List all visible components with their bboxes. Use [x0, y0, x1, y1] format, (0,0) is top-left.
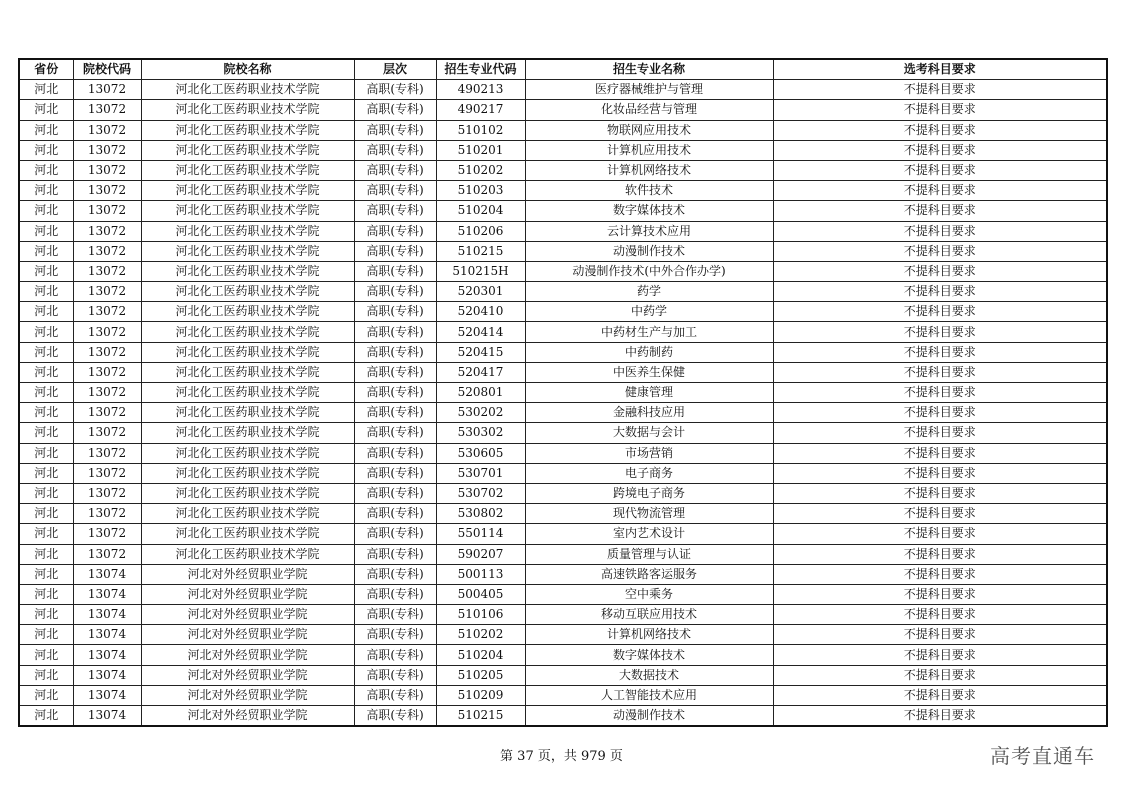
school-name-cell: 河北对外经贸职业学院: [141, 706, 354, 727]
table-row: [19, 282, 1107, 302]
major-code-cell: 520414: [436, 322, 525, 342]
school-name-cell: 河北对外经贸职业学院: [141, 645, 354, 665]
school-code-cell: 13072: [73, 160, 141, 180]
subject-requirement-cell: 不提科目要求: [773, 342, 1107, 362]
subject-requirement-cell: 不提科目要求: [773, 80, 1107, 100]
table-row: [19, 322, 1107, 342]
school-name-cell: 河北化工医药职业技术学院: [141, 483, 354, 503]
table-row: [19, 625, 1107, 645]
major-code-cell: 500113: [436, 564, 525, 584]
school-name-cell: 河北对外经贸职业学院: [141, 584, 354, 604]
subject-requirement-cell: 不提科目要求: [773, 403, 1107, 423]
header-school-name: 院校名称: [141, 59, 354, 80]
major-name-cell: 中药学: [525, 302, 773, 322]
school-name-cell: 河北化工医药职业技术学院: [141, 524, 354, 544]
school-name-cell: 河北化工医药职业技术学院: [141, 241, 354, 261]
major-code-cell: 530202: [436, 403, 525, 423]
level-cell: 高职(专科): [354, 362, 436, 382]
major-code-cell: 510203: [436, 181, 525, 201]
school-name-cell: 河北化工医药职业技术学院: [141, 383, 354, 403]
school-code-cell: 13074: [73, 665, 141, 685]
school-code-cell: 13072: [73, 403, 141, 423]
school-code-cell: 13072: [73, 302, 141, 322]
subject-requirement-cell: 不提科目要求: [773, 261, 1107, 281]
watermark: 高考直通车: [990, 744, 1095, 768]
school-code-cell: 13074: [73, 605, 141, 625]
major-name-cell: 质量管理与认证: [525, 544, 773, 564]
school-code-cell: 13072: [73, 261, 141, 281]
table-row: [19, 483, 1107, 503]
table-row: [19, 685, 1107, 705]
school-name-cell: 河北对外经贸职业学院: [141, 625, 354, 645]
major-code-cell: 530802: [436, 504, 525, 524]
subject-requirement-cell: 不提科目要求: [773, 241, 1107, 261]
province-cell: 河北: [19, 383, 73, 403]
header-province: 省份: [19, 59, 73, 80]
level-cell: 高职(专科): [354, 483, 436, 503]
subject-requirement-cell: 不提科目要求: [773, 221, 1107, 241]
level-cell: 高职(专科): [354, 584, 436, 604]
header-level: 层次: [354, 59, 436, 80]
major-code-cell: 550114: [436, 524, 525, 544]
table-row: [19, 140, 1107, 160]
major-name-cell: 中药材生产与加工: [525, 322, 773, 342]
subject-requirement-cell: 不提科目要求: [773, 322, 1107, 342]
table-row: [19, 100, 1107, 120]
level-cell: 高职(专科): [354, 302, 436, 322]
table-row: [19, 160, 1107, 180]
subject-requirement-cell: 不提科目要求: [773, 160, 1107, 180]
province-cell: 河北: [19, 302, 73, 322]
table-row: [19, 463, 1107, 483]
major-code-cell: 520415: [436, 342, 525, 362]
province-cell: 河北: [19, 423, 73, 443]
major-name-cell: 物联网应用技术: [525, 120, 773, 140]
school-code-cell: 13072: [73, 201, 141, 221]
major-code-cell: 490217: [436, 100, 525, 120]
header-major-code: 招生专业代码: [436, 59, 525, 80]
subject-requirement-cell: 不提科目要求: [773, 685, 1107, 705]
level-cell: 高职(专科): [354, 282, 436, 302]
province-cell: 河北: [19, 201, 73, 221]
major-name-cell: 中药制药: [525, 342, 773, 362]
province-cell: 河北: [19, 80, 73, 100]
level-cell: 高职(专科): [354, 605, 436, 625]
level-cell: 高职(专科): [354, 524, 436, 544]
major-code-cell: 510215: [436, 241, 525, 261]
school-code-cell: 13072: [73, 423, 141, 443]
subject-requirement-cell: 不提科目要求: [773, 201, 1107, 221]
table-row: [19, 120, 1107, 140]
subject-requirement-cell: 不提科目要求: [773, 383, 1107, 403]
table-row: [19, 403, 1107, 423]
table-row: [19, 261, 1107, 281]
school-code-cell: 13072: [73, 342, 141, 362]
major-name-cell: 医疗器械维护与管理: [525, 80, 773, 100]
province-cell: 河北: [19, 241, 73, 261]
level-cell: 高职(专科): [354, 645, 436, 665]
subject-requirement-cell: 不提科目要求: [773, 302, 1107, 322]
province-cell: 河北: [19, 584, 73, 604]
level-cell: 高职(专科): [354, 241, 436, 261]
major-code-cell: 510201: [436, 140, 525, 160]
subject-requirement-cell: 不提科目要求: [773, 605, 1107, 625]
level-cell: 高职(专科): [354, 181, 436, 201]
admissions-table: [18, 58, 1108, 727]
major-name-cell: 药学: [525, 282, 773, 302]
school-code-cell: 13072: [73, 544, 141, 564]
province-cell: 河北: [19, 282, 73, 302]
table-row: [19, 241, 1107, 261]
major-name-cell: 跨境电子商务: [525, 483, 773, 503]
major-name-cell: 人工智能技术应用: [525, 685, 773, 705]
school-name-cell: 河北化工医药职业技术学院: [141, 140, 354, 160]
subject-requirement-cell: 不提科目要求: [773, 181, 1107, 201]
major-name-cell: 大数据与会计: [525, 423, 773, 443]
subject-requirement-cell: 不提科目要求: [773, 463, 1107, 483]
province-cell: 河北: [19, 706, 73, 727]
major-code-cell: 510202: [436, 160, 525, 180]
table-row: [19, 362, 1107, 382]
major-code-cell: 510204: [436, 645, 525, 665]
level-cell: 高职(专科): [354, 443, 436, 463]
school-code-cell: 13074: [73, 625, 141, 645]
major-name-cell: 金融科技应用: [525, 403, 773, 423]
province-cell: 河北: [19, 564, 73, 584]
level-cell: 高职(专科): [354, 160, 436, 180]
school-code-cell: 13072: [73, 120, 141, 140]
table-row: [19, 524, 1107, 544]
major-code-cell: 490213: [436, 80, 525, 100]
school-name-cell: 河北化工医药职业技术学院: [141, 403, 354, 423]
subject-requirement-cell: 不提科目要求: [773, 140, 1107, 160]
school-name-cell: 河北化工医药职业技术学院: [141, 463, 354, 483]
table-row: [19, 383, 1107, 403]
province-cell: 河北: [19, 625, 73, 645]
province-cell: 河北: [19, 342, 73, 362]
major-code-cell: 510102: [436, 120, 525, 140]
school-name-cell: 河北化工医药职业技术学院: [141, 282, 354, 302]
major-code-cell: 520801: [436, 383, 525, 403]
province-cell: 河北: [19, 544, 73, 564]
school-code-cell: 13072: [73, 443, 141, 463]
subject-requirement-cell: 不提科目要求: [773, 524, 1107, 544]
province-cell: 河北: [19, 463, 73, 483]
school-name-cell: 河北化工医药职业技术学院: [141, 342, 354, 362]
province-cell: 河北: [19, 100, 73, 120]
major-name-cell: 软件技术: [525, 181, 773, 201]
major-name-cell: 计算机网络技术: [525, 160, 773, 180]
major-name-cell: 空中乘务: [525, 584, 773, 604]
major-name-cell: 移动互联应用技术: [525, 605, 773, 625]
province-cell: 河北: [19, 483, 73, 503]
province-cell: 河北: [19, 140, 73, 160]
subject-requirement-cell: 不提科目要求: [773, 665, 1107, 685]
province-cell: 河北: [19, 261, 73, 281]
table-row: [19, 201, 1107, 221]
table-row: [19, 423, 1107, 443]
province-cell: 河北: [19, 605, 73, 625]
province-cell: 河北: [19, 221, 73, 241]
school-name-cell: 河北对外经贸职业学院: [141, 665, 354, 685]
school-code-cell: 13074: [73, 564, 141, 584]
school-code-cell: 13074: [73, 685, 141, 705]
province-cell: 河北: [19, 685, 73, 705]
school-name-cell: 河北化工医药职业技术学院: [141, 322, 354, 342]
subject-requirement-cell: 不提科目要求: [773, 544, 1107, 564]
level-cell: 高职(专科): [354, 201, 436, 221]
school-name-cell: 河北化工医药职业技术学院: [141, 504, 354, 524]
province-cell: 河北: [19, 120, 73, 140]
major-name-cell: 市场营销: [525, 443, 773, 463]
school-name-cell: 河北化工医药职业技术学院: [141, 423, 354, 443]
level-cell: 高职(专科): [354, 625, 436, 645]
major-code-cell: 590207: [436, 544, 525, 564]
table-row: [19, 342, 1107, 362]
header-school-code: 院校代码: [73, 59, 141, 80]
school-code-cell: 13072: [73, 524, 141, 544]
subject-requirement-cell: 不提科目要求: [773, 100, 1107, 120]
major-code-cell: 510215: [436, 706, 525, 727]
province-cell: 河北: [19, 524, 73, 544]
level-cell: 高职(专科): [354, 221, 436, 241]
school-name-cell: 河北化工医药职业技术学院: [141, 201, 354, 221]
major-name-cell: 云计算技术应用: [525, 221, 773, 241]
province-cell: 河北: [19, 645, 73, 665]
level-cell: 高职(专科): [354, 685, 436, 705]
school-name-cell: 河北化工医药职业技术学院: [141, 181, 354, 201]
major-name-cell: 计算机网络技术: [525, 625, 773, 645]
subject-requirement-cell: 不提科目要求: [773, 120, 1107, 140]
header-subject-requirement: 选考科目要求: [773, 59, 1107, 80]
level-cell: 高职(专科): [354, 544, 436, 564]
table-row: [19, 706, 1107, 727]
level-cell: 高职(专科): [354, 140, 436, 160]
school-name-cell: 河北对外经贸职业学院: [141, 564, 354, 584]
major-name-cell: 室内艺术设计: [525, 524, 773, 544]
major-code-cell: 520301: [436, 282, 525, 302]
subject-requirement-cell: 不提科目要求: [773, 282, 1107, 302]
school-name-cell: 河北化工医药职业技术学院: [141, 544, 354, 564]
table-row: [19, 665, 1107, 685]
school-code-cell: 13072: [73, 241, 141, 261]
header-major-name: 招生专业名称: [525, 59, 773, 80]
level-cell: 高职(专科): [354, 665, 436, 685]
school-name-cell: 河北对外经贸职业学院: [141, 685, 354, 705]
province-cell: 河北: [19, 160, 73, 180]
major-code-cell: 510215H: [436, 261, 525, 281]
major-code-cell: 510106: [436, 605, 525, 625]
table-row: [19, 544, 1107, 564]
school-name-cell: 河北化工医药职业技术学院: [141, 362, 354, 382]
school-code-cell: 13072: [73, 504, 141, 524]
major-name-cell: 中医养生保健: [525, 362, 773, 382]
major-name-cell: 高速铁路客运服务: [525, 564, 773, 584]
major-name-cell: 数字媒体技术: [525, 201, 773, 221]
subject-requirement-cell: 不提科目要求: [773, 625, 1107, 645]
school-name-cell: 河北对外经贸职业学院: [141, 605, 354, 625]
province-cell: 河北: [19, 665, 73, 685]
major-code-cell: 530701: [436, 463, 525, 483]
level-cell: 高职(专科): [354, 342, 436, 362]
school-name-cell: 河北化工医药职业技术学院: [141, 100, 354, 120]
table-row: [19, 645, 1107, 665]
major-name-cell: 数字媒体技术: [525, 645, 773, 665]
major-name-cell: 电子商务: [525, 463, 773, 483]
table-row: [19, 302, 1107, 322]
school-code-cell: 13074: [73, 645, 141, 665]
table-row: [19, 504, 1107, 524]
subject-requirement-cell: 不提科目要求: [773, 362, 1107, 382]
level-cell: 高职(专科): [354, 423, 436, 443]
major-name-cell: 现代物流管理: [525, 504, 773, 524]
table-row: [19, 584, 1107, 604]
school-name-cell: 河北化工医药职业技术学院: [141, 120, 354, 140]
level-cell: 高职(专科): [354, 564, 436, 584]
table-row: [19, 221, 1107, 241]
level-cell: 高职(专科): [354, 403, 436, 423]
level-cell: 高职(专科): [354, 120, 436, 140]
major-code-cell: 520417: [436, 362, 525, 382]
level-cell: 高职(专科): [354, 261, 436, 281]
major-code-cell: 510205: [436, 665, 525, 685]
level-cell: 高职(专科): [354, 322, 436, 342]
school-code-cell: 13074: [73, 706, 141, 727]
major-name-cell: 计算机应用技术: [525, 140, 773, 160]
major-code-cell: 530702: [436, 483, 525, 503]
major-name-cell: 健康管理: [525, 383, 773, 403]
school-code-cell: 13072: [73, 463, 141, 483]
table-row: [19, 181, 1107, 201]
major-name-cell: 大数据技术: [525, 665, 773, 685]
level-cell: 高职(专科): [354, 100, 436, 120]
school-code-cell: 13072: [73, 140, 141, 160]
level-cell: 高职(专科): [354, 80, 436, 100]
major-name-cell: 动漫制作技术: [525, 241, 773, 261]
subject-requirement-cell: 不提科目要求: [773, 584, 1107, 604]
table-row: [19, 564, 1107, 584]
table-row: [19, 80, 1107, 100]
subject-requirement-cell: 不提科目要求: [773, 483, 1107, 503]
school-code-cell: 13072: [73, 80, 141, 100]
school-code-cell: 13072: [73, 181, 141, 201]
table-body: [19, 80, 1107, 727]
table-header-row: [19, 59, 1107, 80]
major-name-cell: 动漫制作技术(中外合作办学): [525, 261, 773, 281]
level-cell: 高职(专科): [354, 706, 436, 727]
subject-requirement-cell: 不提科目要求: [773, 443, 1107, 463]
major-code-cell: 510209: [436, 685, 525, 705]
school-name-cell: 河北化工医药职业技术学院: [141, 302, 354, 322]
table-row: [19, 443, 1107, 463]
major-code-cell: 520410: [436, 302, 525, 322]
subject-requirement-cell: 不提科目要求: [773, 564, 1107, 584]
major-code-cell: 510202: [436, 625, 525, 645]
school-code-cell: 13072: [73, 362, 141, 382]
major-code-cell: 510206: [436, 221, 525, 241]
level-cell: 高职(专科): [354, 504, 436, 524]
major-code-cell: 530302: [436, 423, 525, 443]
school-name-cell: 河北化工医药职业技术学院: [141, 261, 354, 281]
level-cell: 高职(专科): [354, 383, 436, 403]
province-cell: 河北: [19, 443, 73, 463]
major-code-cell: 530605: [436, 443, 525, 463]
table-row: [19, 605, 1107, 625]
subject-requirement-cell: 不提科目要求: [773, 504, 1107, 524]
province-cell: 河北: [19, 362, 73, 382]
level-cell: 高职(专科): [354, 463, 436, 483]
subject-requirement-cell: 不提科目要求: [773, 423, 1107, 443]
school-code-cell: 13072: [73, 483, 141, 503]
school-code-cell: 13072: [73, 383, 141, 403]
province-cell: 河北: [19, 403, 73, 423]
subject-requirement-cell: 不提科目要求: [773, 645, 1107, 665]
school-name-cell: 河北化工医药职业技术学院: [141, 221, 354, 241]
page-number: 第 37 页，共 979 页: [500, 749, 623, 764]
school-name-cell: 河北化工医药职业技术学院: [141, 160, 354, 180]
school-code-cell: 13072: [73, 282, 141, 302]
school-code-cell: 13074: [73, 584, 141, 604]
province-cell: 河北: [19, 322, 73, 342]
school-name-cell: 河北化工医药职业技术学院: [141, 80, 354, 100]
province-cell: 河北: [19, 181, 73, 201]
province-cell: 河北: [19, 504, 73, 524]
major-name-cell: 动漫制作技术: [525, 706, 773, 727]
school-name-cell: 河北化工医药职业技术学院: [141, 443, 354, 463]
major-name-cell: 化妆品经营与管理: [525, 100, 773, 120]
school-code-cell: 13072: [73, 322, 141, 342]
subject-requirement-cell: 不提科目要求: [773, 706, 1107, 727]
school-code-cell: 13072: [73, 221, 141, 241]
school-code-cell: 13072: [73, 100, 141, 120]
major-code-cell: 500405: [436, 584, 525, 604]
major-code-cell: 510204: [436, 201, 525, 221]
